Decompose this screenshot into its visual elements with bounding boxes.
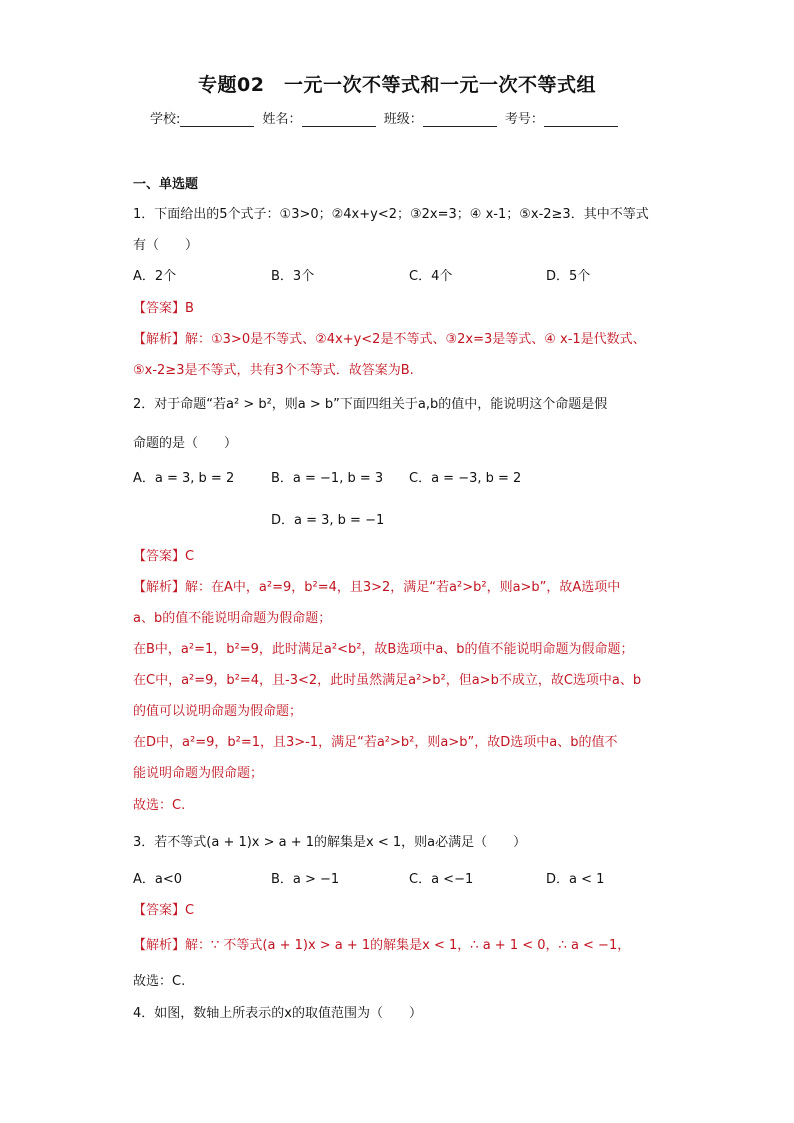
q2-option-b: B．a = −1, b = 3 xyxy=(271,471,384,486)
class-label: 班级： xyxy=(383,112,423,127)
q1-option-c: C．4个 xyxy=(409,269,453,284)
q2-analysis-line2: a、b的值不能说明命题为假命题； xyxy=(133,611,332,626)
q2-option-a: A．a = 3, b = 2 xyxy=(133,471,235,486)
q1-analysis-line1: 【解析】解：①3>0是不等式、②4x+y<2是不等式、③2x=3是等式、④ x-1是代数式、 xyxy=(133,332,646,347)
student-info-row xyxy=(150,108,622,127)
q3-option-b: B．a > −1 xyxy=(271,872,340,887)
q2-analysis-line8: 故选：C. xyxy=(133,798,186,813)
exam-number-label: 考号： xyxy=(504,112,544,127)
q2-analysis-line1: 【解析】解：在A中，a²=9，b²=4，且3>2，满足“若a²>b²，则a>b”，故A选项中 xyxy=(133,580,621,595)
q3-answer: 【答案】C xyxy=(133,903,195,918)
q2-option-d: D．a = 3, b = −1 xyxy=(271,513,385,528)
q2-analysis-line4: 在C中，a²=9，b²=4，且-3<2，此时虽然满足a²>b²，但a>b不成立，故C选项中a、b xyxy=(133,673,642,688)
school-label: 学校: xyxy=(150,112,181,127)
q2-option-c: C．a = −3, b = 2 xyxy=(409,471,522,486)
q1-option-a: A．2个 xyxy=(133,269,177,284)
name-blank[interactable] xyxy=(302,112,376,127)
q2-stem-line1: 2．对于命题“若a² > b²，则a > b”下面四组关于a,b的值中，能说明这个命题是假 xyxy=(133,397,608,412)
q4-stem: 4．如图，数轴上所表示的x的取值范围为（ ） xyxy=(133,1006,422,1021)
q1-analysis-line2: ⑤x-2≥3是不等式，共有3个不等式．故答案为B. xyxy=(133,363,414,378)
q2-answer: 【答案】C xyxy=(133,549,195,564)
q1-stem-line1: 1．下面给出的5个式子：①3>0；②4x+y<2；③2x=3；④ x-1；⑤x-2≥3．其中不等式 xyxy=(133,207,649,222)
q2-analysis-line5: 的值可以说明命题为假命题； xyxy=(133,704,303,719)
q3-option-a: A．a<0 xyxy=(133,872,183,887)
q1-option-d: D．5个 xyxy=(546,269,591,284)
q3-option-d: D．a < 1 xyxy=(546,872,605,887)
q3-analysis-line2: 故选：C. xyxy=(133,974,186,989)
q3-option-c: C．a <−1 xyxy=(409,872,474,887)
exam-number-blank[interactable] xyxy=(544,112,618,127)
school-blank[interactable] xyxy=(180,112,254,127)
class-blank[interactable] xyxy=(423,112,497,127)
q3-stem: 3．若不等式(a + 1)x > a + 1的解集是x < 1，则a必满足（ ） xyxy=(133,835,527,850)
page-title: 专题02 一元一次不等式和一元一次不等式组 xyxy=(198,74,596,96)
name-label: 姓名： xyxy=(262,112,302,127)
q1-stem-line2: 有（ ） xyxy=(133,238,199,253)
q2-analysis-line7: 能说明命题为假命题； xyxy=(133,766,264,781)
q1-option-b: B．3个 xyxy=(271,269,315,284)
q1-answer: 【答案】B xyxy=(133,301,194,316)
section-heading: 一、单选题 xyxy=(133,177,199,192)
q3-analysis-line1: 【解析】解：∵ 不等式(a + 1)x > a + 1的解集是x < 1，∴ a + 1 < 0，∴ a < −1， xyxy=(133,938,631,953)
q2-analysis-line3: 在B中，a²=1，b²=9，此时满足a²<b²，故B选项中a、b的值不能说明命题为假命题； xyxy=(133,642,634,657)
q2-stem-line2: 命题的是（ ） xyxy=(133,436,238,451)
q2-analysis-line6: 在D中，a²=9，b²=1，且3>-1，满足“若a²>b²，则a>b”，故D选项中a、b的值不 xyxy=(133,735,618,750)
